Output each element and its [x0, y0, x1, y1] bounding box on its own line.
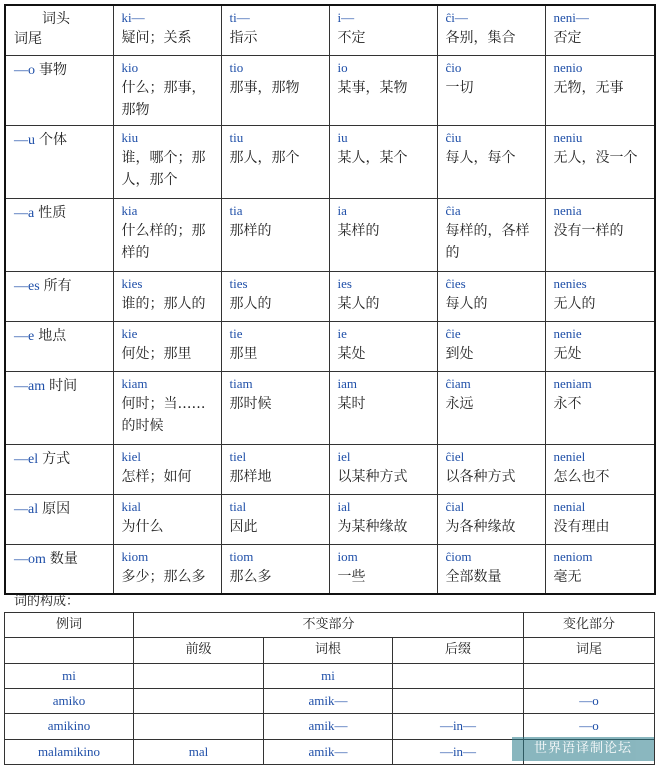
ending-label [5, 371, 113, 444]
table-row [5, 55, 655, 125]
table-row [5, 444, 655, 494]
correlative-cell [545, 444, 655, 494]
ending-suffix: —es [14, 278, 40, 294]
structure-suffix-cell [393, 688, 524, 713]
correlative-word: kies [121, 275, 143, 291]
correlative-cell [221, 271, 329, 321]
correlative-word: nenies [553, 275, 587, 291]
structure-suffix-cell [393, 663, 524, 688]
correlative-word: kie [121, 325, 138, 341]
correlative-word: ĉiu [445, 129, 462, 145]
correlative-word: iu [337, 129, 348, 145]
correlative-cell [113, 321, 221, 371]
correlative-word: neniom [553, 548, 593, 564]
table-row [5, 544, 655, 594]
correlative-cell [437, 125, 545, 198]
correlative-cell [113, 371, 221, 444]
correlative-word: ia [337, 202, 347, 218]
correlative-meaning: 每人，每个 [445, 149, 516, 166]
table-row [5, 125, 655, 198]
ending-suffix: —al [14, 501, 39, 517]
correlative-word: neniam [553, 375, 592, 391]
correlative-meaning: 无人，没一个 [553, 149, 638, 166]
correlative-meaning: 无物，无事 [553, 79, 624, 96]
correlative-word: ie [337, 325, 347, 341]
ending-meaning: 方式 [42, 450, 71, 467]
correlative-meaning: 为某种缘故 [337, 518, 408, 535]
corner-cell [5, 5, 113, 55]
structure-suffix-cell: —in— [393, 714, 524, 739]
structure-ending-cell: —o [524, 714, 655, 739]
prefix-heading: 词头 [42, 11, 70, 27]
correlative-meaning: 何时；当……的时候 [121, 395, 206, 434]
correlative-meaning: 以某种方式 [337, 468, 408, 485]
correlative-word: ĉio [445, 59, 462, 75]
column-head: ki— 疑问；关系 [113, 5, 221, 55]
structure-ending-cell: —o [524, 688, 655, 713]
table-row [5, 198, 655, 271]
structure-prefix-cell [134, 663, 264, 688]
correlative-word: nenia [553, 202, 582, 218]
correlative-cell [329, 494, 437, 544]
ending-subheading: 词尾 [524, 638, 655, 663]
suffix-subheading: 后缀 [393, 638, 524, 663]
structure-subheader-row [5, 638, 655, 663]
correlative-meaning: 那人的 [229, 295, 272, 312]
correlative-cell [329, 198, 437, 271]
correlative-meaning: 那样地 [229, 468, 272, 485]
correlative-meaning: 怎么也不 [553, 468, 610, 485]
structure-row [5, 688, 655, 713]
correlative-meaning: 每样的，各样的 [445, 222, 530, 261]
correlative-cell [329, 544, 437, 594]
correlative-meaning: 一些 [337, 568, 366, 585]
correlative-meaning: 为各种缘故 [445, 518, 516, 535]
correlative-cell [221, 371, 329, 444]
ending-suffix: —a [14, 205, 35, 221]
ending-label [5, 125, 113, 198]
variable-heading: 变化部分 [524, 613, 655, 638]
correlative-meaning: 什么样的；那样的 [121, 222, 206, 261]
structure-example-cell: malamikino [5, 739, 134, 764]
structure-root-cell: mi [264, 663, 393, 688]
ending-meaning: 个体 [39, 131, 67, 148]
correlative-cell [437, 544, 545, 594]
structure-root-cell: amik— [264, 739, 393, 764]
correlative-meaning: 某事，某物 [337, 79, 408, 96]
correlative-cell [545, 271, 655, 321]
ending-heading: 词尾 [14, 31, 42, 47]
correlative-cell [545, 321, 655, 371]
correlative-word: ĉiel [445, 448, 465, 464]
structure-example-cell: amikino [5, 714, 134, 739]
ending-suffix: —el [14, 451, 39, 467]
correlative-cell [221, 125, 329, 198]
correlative-meaning: 谁，哪个；那人，那个 [121, 149, 206, 188]
correlative-word: tiom [229, 548, 254, 564]
correlative-meaning: 每人的 [445, 295, 488, 312]
ending-label [5, 444, 113, 494]
correlative-meaning: 无人的 [553, 295, 596, 312]
ending-meaning: 事物 [39, 61, 67, 78]
ending-suffix: —u [14, 132, 35, 148]
ending-label [5, 55, 113, 125]
correlative-word: tie [229, 325, 243, 341]
correlative-meaning: 某人的 [337, 295, 380, 312]
correlative-meaning: 没有理由 [553, 518, 610, 535]
empty-cell [5, 638, 134, 663]
correlative-word: nenial [553, 498, 586, 514]
correlative-cell [437, 371, 545, 444]
correlative-cell [113, 544, 221, 594]
structure-root-cell: amik— [264, 714, 393, 739]
correlative-word: kiam [121, 375, 148, 391]
correlative-cell [329, 55, 437, 125]
correlative-meaning: 以各种方式 [445, 468, 516, 485]
correlative-word: kio [121, 59, 139, 75]
correlative-word: ĉiam [445, 375, 471, 391]
correlative-meaning: 永远 [445, 395, 474, 412]
correlative-word: ĉies [445, 275, 466, 291]
correlative-cell [545, 198, 655, 271]
ending-meaning: 时间 [49, 377, 78, 394]
correlative-word: iam [337, 375, 357, 391]
correlative-word: ial [337, 498, 351, 514]
column-head: ĉi— 各别，集合 [437, 5, 545, 55]
correlative-meaning: 一切 [445, 79, 474, 96]
correlative-word: neniu [553, 129, 583, 145]
correlative-word: ĉia [445, 202, 461, 218]
table-row [5, 321, 655, 371]
correlative-cell [221, 444, 329, 494]
structure-caption: 词的构成： [14, 594, 80, 609]
correlative-cell [437, 271, 545, 321]
ending-label [5, 271, 113, 321]
correlative-word: kia [121, 202, 138, 218]
correlative-cell [329, 371, 437, 444]
correlative-meaning: 某人，某个 [337, 149, 408, 166]
correlative-word: tio [229, 59, 244, 75]
ending-suffix: —am [14, 378, 46, 394]
correlative-meaning: 某样的 [337, 222, 380, 239]
invariant-heading: 不变部分 [134, 613, 524, 638]
forum-watermark: 世界语译制论坛 [512, 737, 654, 761]
correlative-cell [221, 198, 329, 271]
correlative-cell [437, 55, 545, 125]
correlative-meaning: 为什么 [121, 518, 164, 535]
correlative-meaning: 何处；那里 [121, 345, 192, 362]
column-head: i— 不定 [329, 5, 437, 55]
correlative-meaning: 那人，那个 [229, 149, 300, 166]
prefix-subheading: 前级 [134, 638, 264, 663]
column-head: neni— 否定 [545, 5, 655, 55]
correlative-word: kial [121, 498, 141, 514]
correlatives-table [4, 4, 656, 595]
correlative-meaning: 谁的；那人的 [121, 295, 206, 312]
correlative-meaning: 多少；那么多 [121, 568, 206, 585]
correlative-meaning: 某处 [337, 345, 366, 362]
correlative-cell [221, 321, 329, 371]
correlative-cell [329, 321, 437, 371]
correlative-meaning: 那时候 [229, 395, 272, 412]
structure-prefix-cell [134, 714, 264, 739]
correlative-meaning: 那样的 [229, 222, 272, 239]
structure-example-cell: amiko [5, 688, 134, 713]
correlative-cell [545, 494, 655, 544]
example-heading: 例词 [5, 613, 134, 638]
correlative-cell [113, 125, 221, 198]
structure-prefix-cell: mal [134, 739, 264, 764]
correlative-cell [113, 271, 221, 321]
header-row [5, 5, 655, 55]
ending-label [5, 321, 113, 371]
column-head: ti— 指示 [221, 5, 329, 55]
correlative-word: kiom [121, 548, 149, 564]
correlative-word: kiel [121, 448, 141, 464]
correlative-word: nenio [553, 59, 583, 75]
correlative-meaning: 某时 [337, 395, 366, 412]
correlative-meaning: 什么；那事，那物 [121, 79, 206, 118]
correlative-meaning: 怎样；如何 [121, 468, 192, 485]
ending-label [5, 198, 113, 271]
structure-suffix-cell: —in— [393, 739, 524, 764]
table-row [5, 494, 655, 544]
correlative-meaning: 那里 [229, 345, 258, 362]
correlative-word: tiam [229, 375, 253, 391]
correlative-cell [221, 544, 329, 594]
ending-meaning: 地点 [38, 327, 67, 344]
correlative-word: iel [337, 448, 351, 464]
correlative-word: neniel [553, 448, 586, 464]
ending-label [5, 494, 113, 544]
correlative-meaning: 那事，那物 [229, 79, 300, 96]
root-subheading: 词根 [264, 638, 393, 663]
structure-root-cell: amik— [264, 688, 393, 713]
correlative-meaning: 没有一样的 [553, 222, 624, 239]
correlative-cell [113, 198, 221, 271]
correlative-cell [113, 55, 221, 125]
correlative-word: tia [229, 202, 243, 218]
correlative-word: tial [229, 498, 247, 514]
structure-header-row [5, 613, 655, 638]
correlative-cell [545, 371, 655, 444]
correlative-cell [329, 125, 437, 198]
correlative-cell [437, 444, 545, 494]
correlative-cell [437, 321, 545, 371]
correlative-cell [545, 55, 655, 125]
correlative-word: ĉiom [445, 548, 472, 564]
structure-row [5, 714, 655, 739]
ending-meaning: 数量 [49, 550, 78, 567]
correlative-cell [545, 125, 655, 198]
correlative-cell [113, 494, 221, 544]
correlative-word: ties [229, 275, 248, 291]
correlative-cell [221, 55, 329, 125]
table-row [5, 271, 655, 321]
correlative-cell [329, 271, 437, 321]
correlative-meaning: 无处 [553, 345, 582, 362]
correlative-word: ies [337, 275, 352, 291]
ending-meaning: 原因 [42, 500, 71, 517]
correlative-word: kiu [121, 129, 139, 145]
correlative-cell [221, 494, 329, 544]
correlative-cell [437, 198, 545, 271]
correlative-cell [113, 444, 221, 494]
ending-meaning: 所有 [43, 277, 72, 294]
correlative-meaning: 永不 [553, 395, 582, 412]
correlative-word: ĉie [445, 325, 461, 341]
correlative-word: ĉial [445, 498, 465, 514]
ending-suffix: —om [14, 551, 46, 567]
ending-suffix: —e [14, 328, 35, 344]
correlative-word: iom [337, 548, 358, 564]
correlative-word: tiel [229, 448, 247, 464]
correlative-cell [437, 494, 545, 544]
ending-meaning: 性质 [38, 204, 67, 221]
correlative-meaning: 那么多 [229, 568, 272, 585]
correlative-meaning: 全部数量 [445, 568, 502, 585]
table-row [5, 371, 655, 444]
correlative-meaning: 毫无 [553, 568, 582, 585]
correlative-cell [329, 444, 437, 494]
correlative-meaning: 到处 [445, 345, 474, 362]
correlative-cell [545, 544, 655, 594]
structure-row [5, 663, 655, 688]
correlative-meaning: 因此 [229, 518, 258, 535]
structure-example-cell: mi [5, 663, 134, 688]
correlative-word: tiu [229, 129, 244, 145]
structure-ending-cell [524, 663, 655, 688]
structure-prefix-cell [134, 688, 264, 713]
ending-label [5, 544, 113, 594]
correlative-word: io [337, 59, 348, 75]
ending-suffix: —o [14, 62, 35, 78]
correlative-word: nenie [553, 325, 582, 341]
